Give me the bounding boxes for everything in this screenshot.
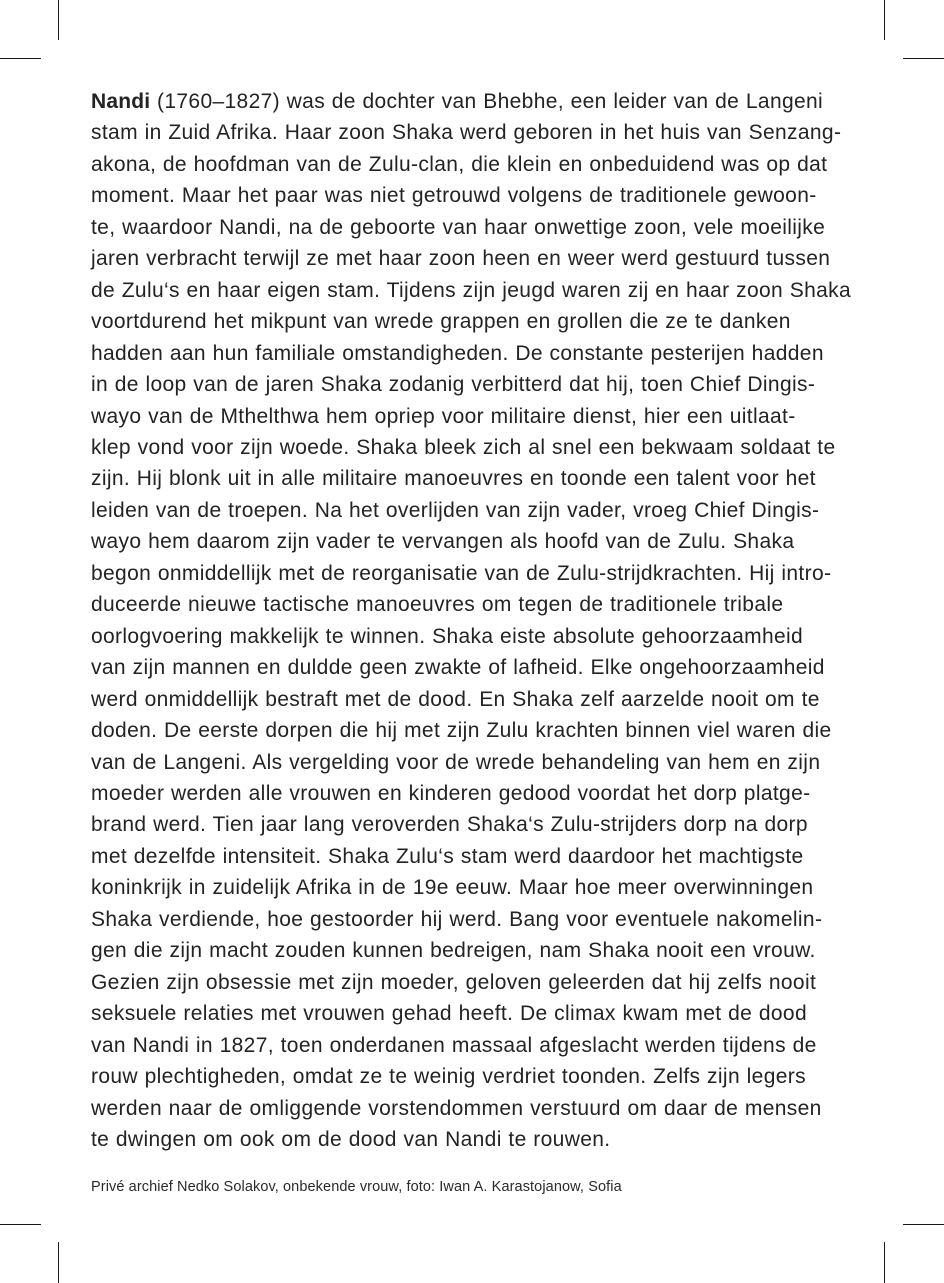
article-line: gen die zijn macht zouden kunnen bedreigen, nam Shaka nooit een vrouw. bbox=[91, 939, 816, 963]
article-line: koninkrijk in zuidelijk Afrika in de 19e eeuw. Maar hoe meer overwinningen bbox=[91, 876, 814, 900]
article-line: oorlogvoering makkelijk te winnen. Shaka eiste absolute gehoorzaamheid bbox=[91, 624, 804, 648]
article-line: begon onmiddellijk met de reorganisatie van de Zulu-strijdkrachten. Hij intro- bbox=[91, 561, 832, 585]
crop-mark-bottom-right-horizontal bbox=[903, 1224, 944, 1225]
crop-mark-bottom-left-vertical bbox=[58, 1242, 59, 1283]
article-line: van de Langeni. Als vergelding voor de wrede behandeling van hem en zijn bbox=[91, 750, 821, 774]
article-line: leiden van de troepen. Na het overlijden van zijn vader, vroeg Chief Dingis- bbox=[91, 498, 820, 522]
article-line: werd onmiddellijk bestraft met de dood. En Shaka zelf aarzelde nooit om te bbox=[91, 687, 820, 711]
crop-mark-top-right-vertical bbox=[884, 0, 885, 40]
article-line: Gezien zijn obsessie met zijn moeder, geloven geleerden dat hij zelfs nooit bbox=[91, 970, 817, 994]
article-line: Shaka verdiende, hoe gestoorder hij werd. Bang voor eventuele nakomelin- bbox=[91, 907, 823, 931]
article-line: te dwingen om ook om de dood van Nandi te rouwen. bbox=[91, 1127, 611, 1151]
article-line bbox=[91, 86, 881, 117]
article-line: voortdurend het mikpunt van wrede grappen en grollen die ze te danken bbox=[91, 310, 791, 334]
article-line: van zijn mannen en duldde geen zwakte of lafheid. Elke ongehoorzaamheid bbox=[91, 656, 825, 680]
article-line: moeder werden alle vrouwen en kinderen gedood voordat het dorp platge- bbox=[91, 781, 811, 805]
article-line: hadden aan hun familiale omstandigheden. De constante pesterijen hadden bbox=[91, 341, 824, 365]
article-line: wayo van de Mthelthwa hem opriep voor militaire dienst, hier een uitlaat- bbox=[91, 404, 796, 428]
article-line: zijn. Hij blonk uit in alle militaire manoeuvres en toonde een talent voor het bbox=[91, 467, 816, 491]
article-line: jaren verbracht terwijl ze met haar zoon heen en weer werd gestuurd tussen bbox=[91, 247, 831, 271]
crop-mark-top-left-vertical bbox=[58, 0, 59, 40]
article-line: akona, de hoofdman van de Zulu-clan, die klein en onbeduidend was op dat bbox=[91, 152, 828, 176]
article-line: seksuele relaties met vrouwen gehad heeft. De climax kwam met de dood bbox=[91, 1002, 807, 1026]
crop-mark-bottom-left-horizontal bbox=[0, 1224, 41, 1225]
photo-caption: Privé archief Nedko Solakov, onbekende vrouw, foto: Iwan A. Karastojanow, Sofia bbox=[91, 1179, 622, 1195]
article-line: wayo hem daarom zijn vader te vervangen als hoofd van de Zulu. Shaka bbox=[91, 530, 795, 554]
article-line: met dezelfde intensiteit. Shaka Zulu‘s stam werd daardoor het machtigste bbox=[91, 844, 804, 868]
crop-mark-bottom-right-vertical bbox=[884, 1242, 885, 1283]
crop-mark-top-right-horizontal bbox=[903, 58, 944, 59]
article-line: te, waardoor Nandi, na de geboorte van haar onwettige zoon, vele moeilijke bbox=[91, 215, 826, 239]
article-line: rouw plechtigheden, omdat ze te weinig verdriet toonden. Zelfs zijn legers bbox=[91, 1065, 806, 1089]
article-line-text: (1760–1827) was de dochter van Bhebhe, een leider van de Langeni bbox=[150, 90, 824, 113]
article-line: stam in Zuid Afrika. Haar zoon Shaka werd geboren in het huis van Senzang- bbox=[91, 121, 842, 145]
article-name: Nandi bbox=[91, 90, 151, 113]
article-line: werden naar de omliggende vorstendommen verstuurd om daar de mensen bbox=[91, 1096, 822, 1120]
article-line: doden. De eerste dorpen die hij met zijn Zulu krachten binnen viel waren die bbox=[91, 719, 832, 743]
article-line: moment. Maar het paar was niet getrouwd volgens de traditionele gewoon- bbox=[91, 184, 817, 208]
article-line: van Nandi in 1827, toen onderdanen massaal afgeslacht werden tijdens de bbox=[91, 1033, 817, 1057]
crop-mark-top-left-horizontal bbox=[0, 58, 41, 59]
article-line: de Zulu‘s en haar eigen stam. Tijdens zijn jeugd waren zij en haar zoon Shaka bbox=[91, 278, 852, 302]
article-body bbox=[91, 86, 881, 1155]
article-line: in de loop van de jaren Shaka zodanig verbitterd dat hij, toen Chief Dingis- bbox=[91, 373, 816, 397]
article-line: brand werd. Tien jaar lang veroverden Shaka‘s Zulu-strijders dorp na dorp bbox=[91, 813, 808, 837]
article-line: klep vond voor zijn woede. Shaka bleek zich al snel een bekwaam soldaat te bbox=[91, 435, 836, 459]
article-line: duceerde nieuwe tactische manoeuvres om tegen de traditionele tribale bbox=[91, 593, 784, 617]
